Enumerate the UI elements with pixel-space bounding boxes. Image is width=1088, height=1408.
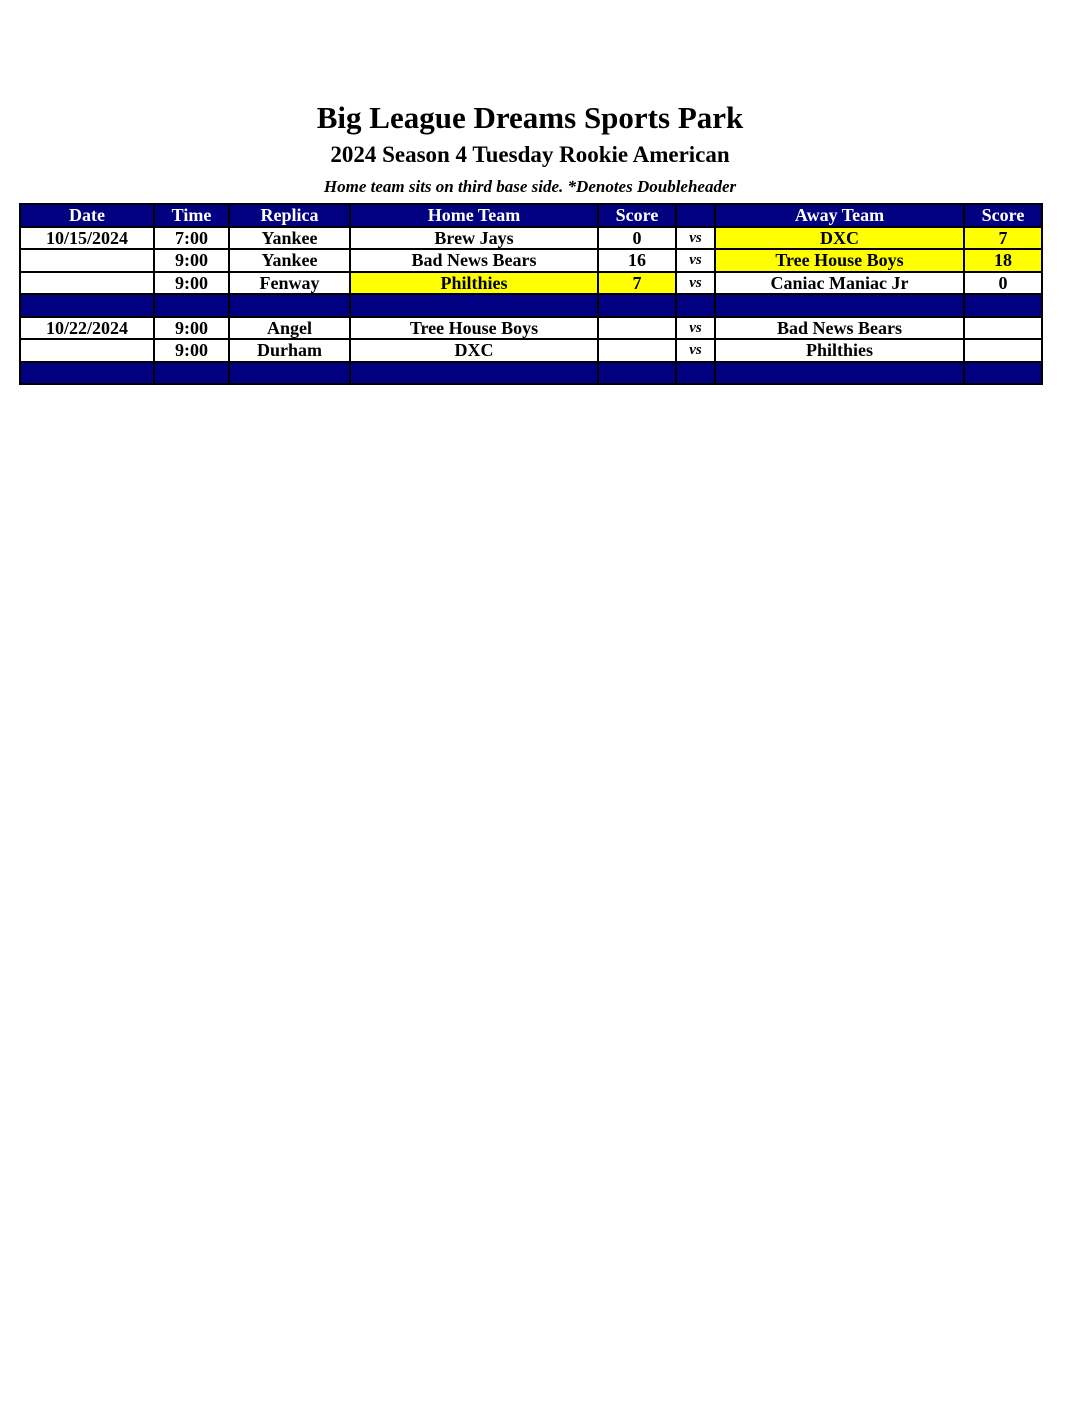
column-header-vs bbox=[676, 204, 715, 227]
home-score-cell bbox=[598, 317, 676, 340]
schedule-table bbox=[19, 203, 1043, 385]
table-row bbox=[20, 317, 1042, 340]
home-team-cell: DXC bbox=[350, 339, 598, 362]
column-header-date: Date bbox=[20, 204, 154, 227]
date-cell bbox=[20, 272, 154, 295]
column-header-away-team: Away Team bbox=[715, 204, 964, 227]
schedule-note: Home team sits on third base side. *Denotes Doubleheader bbox=[323, 177, 737, 196]
separator-cell bbox=[154, 294, 229, 317]
separator-cell bbox=[676, 294, 715, 317]
home-team-cell: Brew Jays bbox=[350, 227, 598, 250]
page-subtitle: 2024 Season 4 Tuesday Rookie American bbox=[330, 142, 730, 167]
table-header-row bbox=[20, 204, 1042, 227]
home-team-cell: Bad News Bears bbox=[350, 249, 598, 272]
separator-cell bbox=[154, 362, 229, 385]
table-row bbox=[20, 249, 1042, 272]
replica-cell: Fenway bbox=[229, 272, 350, 295]
separator-cell bbox=[350, 294, 598, 317]
separator-cell bbox=[598, 362, 676, 385]
separator-row bbox=[20, 294, 1042, 317]
away-team-cell: DXC bbox=[715, 227, 964, 250]
column-header-time: Time bbox=[154, 204, 229, 227]
vs-cell: vs bbox=[676, 317, 715, 340]
time-cell: 9:00 bbox=[154, 317, 229, 340]
column-header-home-team: Home Team bbox=[350, 204, 598, 227]
separator-cell bbox=[964, 362, 1042, 385]
home-team-cell: Tree House Boys bbox=[350, 317, 598, 340]
replica-cell: Yankee bbox=[229, 227, 350, 250]
away-team-cell: Bad News Bears bbox=[715, 317, 964, 340]
away-score-cell bbox=[964, 317, 1042, 340]
replica-cell: Durham bbox=[229, 339, 350, 362]
away-score-cell bbox=[964, 339, 1042, 362]
away-team-cell: Tree House Boys bbox=[715, 249, 964, 272]
column-header-replica: Replica bbox=[229, 204, 350, 227]
time-cell: 9:00 bbox=[154, 272, 229, 295]
separator-cell bbox=[350, 362, 598, 385]
table-row bbox=[20, 339, 1042, 362]
separator-cell bbox=[20, 362, 154, 385]
table-row bbox=[20, 227, 1042, 250]
separator-cell bbox=[964, 294, 1042, 317]
vs-cell: vs bbox=[676, 227, 715, 250]
time-cell: 7:00 bbox=[154, 227, 229, 250]
away-score-cell: 0 bbox=[964, 272, 1042, 295]
home-score-cell: 0 bbox=[598, 227, 676, 250]
home-score-cell: 16 bbox=[598, 249, 676, 272]
away-score-cell: 7 bbox=[964, 227, 1042, 250]
away-team-cell: Caniac Maniac Jr bbox=[715, 272, 964, 295]
separator-row bbox=[20, 362, 1042, 385]
away-score-cell: 18 bbox=[964, 249, 1042, 272]
home-score-cell bbox=[598, 339, 676, 362]
vs-cell: vs bbox=[676, 339, 715, 362]
column-header-away-score: Score bbox=[964, 204, 1042, 227]
vs-cell: vs bbox=[676, 272, 715, 295]
date-cell bbox=[20, 249, 154, 272]
replica-cell: Angel bbox=[229, 317, 350, 340]
date-cell: 10/22/2024 bbox=[20, 317, 154, 340]
separator-cell bbox=[676, 362, 715, 385]
separator-cell bbox=[715, 294, 964, 317]
date-cell bbox=[20, 339, 154, 362]
home-score-cell: 7 bbox=[598, 272, 676, 295]
vs-cell: vs bbox=[676, 249, 715, 272]
page-title: Big League Dreams Sports Park bbox=[316, 100, 744, 135]
replica-cell: Yankee bbox=[229, 249, 350, 272]
separator-cell bbox=[598, 294, 676, 317]
time-cell: 9:00 bbox=[154, 249, 229, 272]
separator-cell bbox=[20, 294, 154, 317]
home-team-cell: Philthies bbox=[350, 272, 598, 295]
separator-cell bbox=[229, 362, 350, 385]
time-cell: 9:00 bbox=[154, 339, 229, 362]
table-row bbox=[20, 272, 1042, 295]
separator-cell bbox=[229, 294, 350, 317]
date-cell: 10/15/2024 bbox=[20, 227, 154, 250]
column-header-home-score: Score bbox=[598, 204, 676, 227]
away-team-cell: Philthies bbox=[715, 339, 964, 362]
separator-cell bbox=[715, 362, 964, 385]
